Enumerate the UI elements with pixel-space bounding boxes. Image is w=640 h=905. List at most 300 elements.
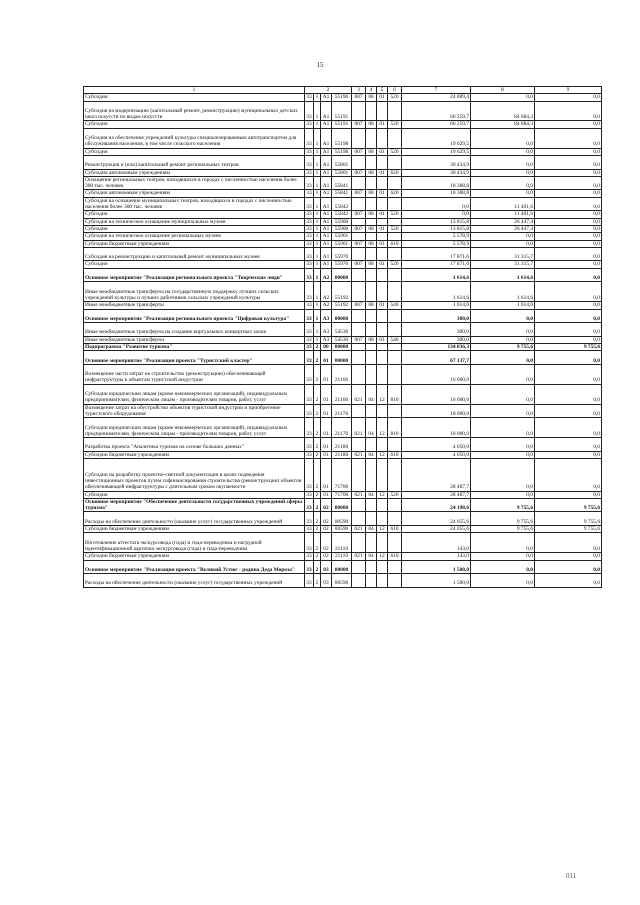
amount-year-2: 84 684,3 xyxy=(471,121,535,128)
program-code: 33 xyxy=(306,491,312,498)
subprogram-code: 2 xyxy=(314,438,321,452)
direction-code: 00000 xyxy=(332,498,352,512)
event-code: A1 xyxy=(321,155,332,169)
program-code: 33 xyxy=(306,343,312,350)
ministry-code: 007 xyxy=(352,336,366,343)
ministry-code xyxy=(352,574,366,588)
subprogram-code: 2 xyxy=(314,351,321,365)
row-name: Иные межбюджетные трансферты xyxy=(84,302,305,309)
program-code: 33 xyxy=(305,268,314,282)
program-code: 33 xyxy=(306,169,312,176)
expense-type-code xyxy=(388,101,402,121)
event-code: 03 xyxy=(321,574,332,588)
subsection-code xyxy=(377,218,388,225)
amount-year-3: 0,0 xyxy=(535,384,602,404)
program-code: 33 xyxy=(305,384,314,404)
ministry-code xyxy=(352,459,366,492)
program-code: 33 xyxy=(305,418,314,438)
amount-year-1: 13 815,8 xyxy=(402,218,471,225)
amount-year-2: 0,0 xyxy=(471,148,535,155)
amount-year-2: 0,0 xyxy=(471,233,535,240)
amount-year-2: 0,0 xyxy=(471,128,535,148)
subsection-code xyxy=(377,343,388,350)
direction-code: 55801 xyxy=(332,169,352,176)
expense-type-code xyxy=(388,343,402,350)
row-name: Изготовление аттестата экскурсовода (гида) и гида-переводчика и нагрудной идентификационной карточки экскурсовода (гида) и гида-переводчика xyxy=(84,533,305,553)
row-name: Субсидии xyxy=(84,225,305,232)
amount-year-1: 28 487,7 xyxy=(402,459,471,492)
subsection-code: 01 xyxy=(377,211,388,218)
table-row xyxy=(84,101,602,121)
footer-mark: 011 xyxy=(566,872,577,880)
expense-type-code: 620 xyxy=(388,190,402,197)
subprogram-code: 1 xyxy=(314,247,321,261)
row-name: Субсидия на обеспечение учреждений культуры специализированным автотранспортом для обслуживания населения, в том числе сельского населения xyxy=(84,128,305,148)
row-name: Субсидии xyxy=(84,148,305,155)
expense-type-code: 610 xyxy=(388,451,402,458)
section-code: 04 xyxy=(366,384,377,404)
program-code: 33 xyxy=(305,101,314,121)
section-code xyxy=(366,247,377,261)
section-code: 04 xyxy=(366,526,377,533)
amount-year-1: 30 434,9 xyxy=(402,169,471,176)
expense-type-code: 520 xyxy=(388,261,402,268)
amount-year-2: 0,0 xyxy=(471,404,535,418)
amount-year-1: 17 871,6 xyxy=(402,261,471,268)
expense-type-code xyxy=(388,574,402,588)
event-code: A2 xyxy=(321,282,332,302)
ministry-code: 021 xyxy=(352,491,366,498)
subsection-code xyxy=(377,128,388,148)
row-name: Субсидия на модернизацию (капитальный ремонт, реконструкцию) муниципальных детских школ искусств по видам искусств xyxy=(84,101,305,121)
event-code: 01 xyxy=(321,384,332,404)
subsection-code xyxy=(377,498,388,512)
subprogram-code: 1 xyxy=(314,169,321,176)
amount-year-1: 134 836,3 xyxy=(402,343,471,350)
amount-year-2: 0,0 xyxy=(471,309,535,323)
table-row xyxy=(84,533,602,553)
event-code: 01 xyxy=(321,459,332,492)
amount-year-3: 0,0 xyxy=(535,533,602,553)
ministry-code: 007 xyxy=(352,94,366,101)
table-row xyxy=(84,336,602,343)
event-code: A1 xyxy=(321,190,332,197)
amount-year-1: 1 500,0 xyxy=(402,574,471,588)
program-code: 33 xyxy=(306,121,312,128)
ministry-code: 007 xyxy=(352,121,366,128)
amount-year-2: 0,0 xyxy=(471,155,535,169)
direction-code: 55198 xyxy=(332,128,352,148)
amount-year-1: 18 000,0 xyxy=(402,404,471,418)
program-code: 33 xyxy=(305,512,314,526)
program-code: 33 xyxy=(305,459,314,492)
program-code: 33 xyxy=(305,560,314,574)
row-name: Субсидии бюджетным учреждениям xyxy=(84,451,305,458)
amount-year-3: 0,0 xyxy=(535,190,602,197)
subprogram-code: 2 xyxy=(314,384,321,404)
program-code: 33 xyxy=(306,240,312,247)
ministry-code: 021 xyxy=(352,526,366,533)
subprogram-code: 1 xyxy=(314,218,321,225)
amount-year-2: 1 614,6 xyxy=(471,282,535,302)
row-name: Субсидии xyxy=(84,94,305,101)
amount-year-3: 0,0 xyxy=(535,101,602,121)
amount-year-3: 0,0 xyxy=(535,169,602,176)
section-code xyxy=(366,459,377,492)
table-row xyxy=(84,169,602,176)
direction-code: 55198 xyxy=(332,148,352,155)
subsection-code xyxy=(377,533,388,553)
expense-type-code xyxy=(388,128,402,148)
event-code: 01 xyxy=(321,364,332,384)
amount-year-1: 4 650,0 xyxy=(402,451,471,458)
table-row xyxy=(84,560,602,574)
program-code: 33 xyxy=(305,364,314,384)
program-code: 33 xyxy=(305,438,314,452)
ministry-code: 021 xyxy=(352,418,366,438)
program-code: 33 xyxy=(305,574,314,588)
subprogram-code: 2 xyxy=(314,560,321,574)
direction-code: 55191 xyxy=(332,121,352,128)
amount-year-2: 0,0 xyxy=(471,323,535,337)
amount-year-1: 19 629,5 xyxy=(402,128,471,148)
event-code: A3 xyxy=(321,336,332,343)
section-code xyxy=(366,323,377,337)
amount-year-3: 0,0 xyxy=(535,574,602,588)
direction-code: 21160 xyxy=(332,384,352,404)
subsection-code: 01 xyxy=(377,225,388,232)
ministry-code: 007 xyxy=(352,190,366,197)
subprogram-code: 2 xyxy=(314,526,321,533)
row-name: Субсидии xyxy=(84,211,305,218)
amount-year-2: 0,0 xyxy=(471,459,535,492)
section-code: 08 xyxy=(366,302,377,309)
direction-code: 21110 xyxy=(332,553,352,560)
expense-type-code xyxy=(388,247,402,261)
row-name: Субсидия на техническое оснащение региональных музеев xyxy=(84,233,305,240)
amount-year-2: 0,0 xyxy=(471,574,535,588)
program-code: 33 xyxy=(305,323,314,337)
row-name: Субсидии автономным учреждениям xyxy=(84,190,305,197)
row-name: Субсидии юридическим лицам (кроме некоммерческих организаций), индивидуальным предпринимателям, физическим лицам - производителям товаров, работ, услуг xyxy=(84,418,305,438)
section-code xyxy=(366,101,377,121)
table-row xyxy=(84,148,602,155)
ministry-code xyxy=(352,438,366,452)
subsection-code: 01 xyxy=(377,261,388,268)
row-name: Субсидии юридическим лицам (кроме некоммерческих организаций), индивидуальным предпринимателям, физическим лицам - производителям товаров, работ, услуг xyxy=(84,384,305,404)
table-row xyxy=(84,438,602,452)
amount-year-1: 17 871,6 xyxy=(402,247,471,261)
direction-code: 21180 xyxy=(332,451,352,458)
amount-year-2: 84 684,3 xyxy=(471,101,535,121)
subprogram-code: 1 xyxy=(314,302,321,309)
table-row xyxy=(84,459,602,492)
row-name: Расходы на обеспечение деятельности (оказание услуг) государственных учреждений xyxy=(84,512,305,526)
expense-type-code: 810 xyxy=(388,418,402,438)
event-code: A1 xyxy=(321,128,332,148)
amount-year-1: 60 259,7 xyxy=(402,101,471,121)
direction-code: 55192 xyxy=(332,302,352,309)
amount-year-1: 24 055,6 xyxy=(402,526,471,533)
subsection-code: 12 xyxy=(377,384,388,404)
subsection-code xyxy=(377,512,388,526)
program-code: 33 xyxy=(306,148,312,155)
event-code: A1 xyxy=(321,148,332,155)
direction-code: 55900 xyxy=(332,225,352,232)
program-code: 33 xyxy=(306,190,312,197)
row-name: Подпрограмма "Развитие туризма" xyxy=(84,343,305,350)
ministry-code: 021 xyxy=(352,384,366,404)
section-code xyxy=(366,282,377,302)
ministry-code: 021 xyxy=(352,451,366,458)
amount-year-2: 9 755,6 xyxy=(471,343,535,350)
subprogram-code: 1 xyxy=(314,323,321,337)
amount-year-2: 0,0 xyxy=(471,553,535,560)
row-name: Субсидия на оснащение муниципальных театров, находящихся в городах с численностью населения более 300 тыс. человек xyxy=(84,197,305,211)
amount-year-3: 0,0 xyxy=(535,351,602,365)
amount-year-2: 0,0 xyxy=(471,364,535,384)
event-code: 01 xyxy=(321,351,332,365)
amount-year-2: 0,0 xyxy=(471,560,535,574)
direction-code: 55190 xyxy=(332,94,352,101)
direction-code: 00000 xyxy=(332,309,352,323)
program-code: 33 xyxy=(306,261,312,268)
ministry-code xyxy=(352,512,366,526)
expense-type-code xyxy=(388,323,402,337)
amount-year-2: 0,0 xyxy=(471,169,535,176)
subprogram-code: 1 xyxy=(314,225,321,232)
amount-year-1: 143,0 xyxy=(402,553,471,560)
subprogram-code: 2 xyxy=(314,533,321,553)
row-name: Иные межбюджетные трансферты на создание виртуальных концертных залов xyxy=(84,323,305,337)
section-code: 08 xyxy=(366,121,377,128)
subprogram-code: 1 xyxy=(314,190,321,197)
expense-type-code xyxy=(388,512,402,526)
table-row xyxy=(84,190,602,197)
program-code: 33 xyxy=(305,155,314,169)
event-code: A1 xyxy=(321,176,332,190)
direction-code: 00000 xyxy=(332,351,352,365)
amount-year-1: 1 614,6 xyxy=(402,268,471,282)
expense-type-code: 520 xyxy=(388,491,402,498)
amount-year-1: 143,0 xyxy=(402,533,471,553)
amount-year-1: 16 000,0 xyxy=(402,364,471,384)
amount-year-2: 1 614,6 xyxy=(471,302,535,309)
subsection-code xyxy=(377,364,388,384)
section-code: 04 xyxy=(366,451,377,458)
table-row xyxy=(84,404,602,418)
section-code xyxy=(366,512,377,526)
header-cell: 4 xyxy=(366,87,377,94)
row-name: Субсидии бюджетным учреждениям xyxy=(84,553,305,560)
table-row xyxy=(84,233,602,240)
section-code: 08 xyxy=(366,148,377,155)
expense-type-code xyxy=(388,438,402,452)
subsection-code: 01 xyxy=(377,240,388,247)
table-row xyxy=(84,128,602,148)
subsection-code xyxy=(377,268,388,282)
subprogram-code: 1 xyxy=(314,336,321,343)
program-code: 33 xyxy=(306,94,312,101)
program-code: 33 xyxy=(306,218,312,225)
direction-code: 54530 xyxy=(332,323,352,337)
amount-year-2: 11 401,6 xyxy=(471,197,535,211)
direction-code: 21170 xyxy=(332,404,352,418)
expense-type-code xyxy=(388,176,402,190)
event-code: A1 xyxy=(321,101,332,121)
amount-year-1: 4 650,0 xyxy=(402,438,471,452)
ministry-code: 007 xyxy=(352,148,366,155)
row-name: Реконструкция и (или) капитальный ремонт региональных театров xyxy=(84,155,305,169)
expense-type-code xyxy=(388,197,402,211)
subsection-code xyxy=(377,309,388,323)
direction-code: 55901 xyxy=(332,240,352,247)
event-code: A1 xyxy=(321,218,332,225)
amount-year-1: 18 388,8 xyxy=(402,176,471,190)
amount-year-1: 300,0 xyxy=(402,309,471,323)
section-code: 04 xyxy=(366,553,377,560)
expense-type-code xyxy=(388,309,402,323)
section-code: 08 xyxy=(366,190,377,197)
amount-year-2: 9 755,6 xyxy=(471,526,535,533)
ministry-code: 007 xyxy=(352,169,366,176)
ministry-code xyxy=(352,343,366,350)
amount-year-3: 0,0 xyxy=(535,404,602,418)
expense-type-code xyxy=(388,459,402,492)
amount-year-1: 24 889,4 xyxy=(402,94,471,101)
row-name: Расходы на обеспечение деятельности (оказание услуг) государственных учреждений xyxy=(84,574,305,588)
program-code: 33 xyxy=(306,526,312,533)
expense-type-code: 520 xyxy=(388,225,402,232)
section-code: 08 xyxy=(366,261,377,268)
amount-year-3: 0,0 xyxy=(535,240,602,247)
subsection-code: 01 xyxy=(377,336,388,343)
program-code: 33 xyxy=(306,211,312,218)
subprogram-code: 2 xyxy=(314,418,321,438)
section-code: 08 xyxy=(366,240,377,247)
expense-type-code: 540 xyxy=(388,336,402,343)
amount-year-2: 0,0 xyxy=(471,94,535,101)
table-row xyxy=(84,351,602,365)
event-code: 03 xyxy=(321,560,332,574)
amount-year-1: 28 487,7 xyxy=(402,491,471,498)
amount-year-3: 0,0 xyxy=(535,418,602,438)
ministry-code xyxy=(352,351,366,365)
budget-table xyxy=(83,86,602,588)
subprogram-code: 1 xyxy=(314,240,321,247)
ministry-code: 007 xyxy=(352,225,366,232)
table-row xyxy=(84,268,602,282)
amount-year-3: 0,0 xyxy=(535,459,602,492)
section-code xyxy=(366,309,377,323)
ministry-code xyxy=(352,128,366,148)
expense-type-code: 810 xyxy=(388,384,402,404)
program-code: 33 xyxy=(305,176,314,190)
amount-year-2: 0,0 xyxy=(471,351,535,365)
amount-year-2: 0,0 xyxy=(471,176,535,190)
amount-year-3: 0,0 xyxy=(535,121,602,128)
expense-type-code xyxy=(388,282,402,302)
row-name: Субсидии бюджетным учреждениям xyxy=(84,240,305,247)
row-name: Субсидия на реконструкцию и капитальный ремонт муниципальных музеев xyxy=(84,247,305,261)
row-name: Основное мероприятие "Реализация регионального проекта "Творческие люди" xyxy=(84,268,305,282)
direction-code: 55842 xyxy=(332,211,352,218)
expense-type-code: 520 xyxy=(388,121,402,128)
subprogram-code: 1 xyxy=(314,176,321,190)
program-code: 33 xyxy=(305,247,314,261)
event-code: 01 xyxy=(321,438,332,452)
ministry-code: 007 xyxy=(352,261,366,268)
table-row xyxy=(84,384,602,404)
subprogram-code: 1 xyxy=(314,94,321,101)
table-row xyxy=(84,512,602,526)
direction-code: 71700 xyxy=(332,491,352,498)
amount-year-1: 300,0 xyxy=(402,323,471,337)
header-cell: 7 xyxy=(402,87,471,94)
section-code: 08 xyxy=(366,225,377,232)
expense-type-code: 610 xyxy=(388,553,402,560)
direction-code: 00000 xyxy=(332,268,352,282)
amount-year-1: 19 629,5 xyxy=(402,148,471,155)
direction-code: 21160 xyxy=(332,364,352,384)
event-code: A1 xyxy=(321,225,332,232)
amount-year-2: 0,0 xyxy=(471,418,535,438)
program-code: 33 xyxy=(306,302,312,309)
amount-year-3: 0,0 xyxy=(535,176,602,190)
amount-year-3: 9 755,6 xyxy=(535,512,602,526)
event-code: 01 xyxy=(321,418,332,438)
section-code xyxy=(366,498,377,512)
amount-year-2: 1 614,6 xyxy=(471,268,535,282)
amount-year-1: 67 137,7 xyxy=(402,351,471,365)
amount-year-2: 31 315,7 xyxy=(471,261,535,268)
amount-year-2: 0,0 xyxy=(471,491,535,498)
event-code: A1 xyxy=(321,94,332,101)
section-code xyxy=(366,128,377,148)
subsection-code: 01 xyxy=(377,148,388,155)
amount-year-1: 16 000,0 xyxy=(402,384,471,404)
page-number: 15 xyxy=(316,61,324,69)
expense-type-code: 520 xyxy=(388,94,402,101)
subsection-code: 01 xyxy=(377,190,388,197)
ministry-code xyxy=(352,155,366,169)
direction-code: 21110 xyxy=(332,533,352,553)
event-code: A3 xyxy=(321,309,332,323)
table-row xyxy=(84,197,602,211)
section-code xyxy=(366,343,377,350)
subsection-code: 01 xyxy=(377,169,388,176)
table-row xyxy=(84,176,602,190)
subprogram-code: 2 xyxy=(314,498,321,512)
subprogram-code: 2 xyxy=(314,404,321,418)
subsection-code: 01 xyxy=(377,94,388,101)
subsection-code: 01 xyxy=(377,302,388,309)
amount-year-2: 0,0 xyxy=(471,190,535,197)
subsection-code: 01 xyxy=(377,121,388,128)
subsection-code xyxy=(377,155,388,169)
amount-year-1: 24 198,6 xyxy=(402,498,471,512)
amount-year-3: 0,0 xyxy=(535,148,602,155)
table-row xyxy=(84,121,602,128)
section-code xyxy=(366,404,377,418)
subprogram-code: 1 xyxy=(314,148,321,155)
row-name: Субсидии xyxy=(84,121,305,128)
subsection-code: 12 xyxy=(377,526,388,533)
amount-year-1: 0,0 xyxy=(402,197,471,211)
section-code xyxy=(366,155,377,169)
expense-type-code xyxy=(388,155,402,169)
amount-year-3: 0,0 xyxy=(535,560,602,574)
